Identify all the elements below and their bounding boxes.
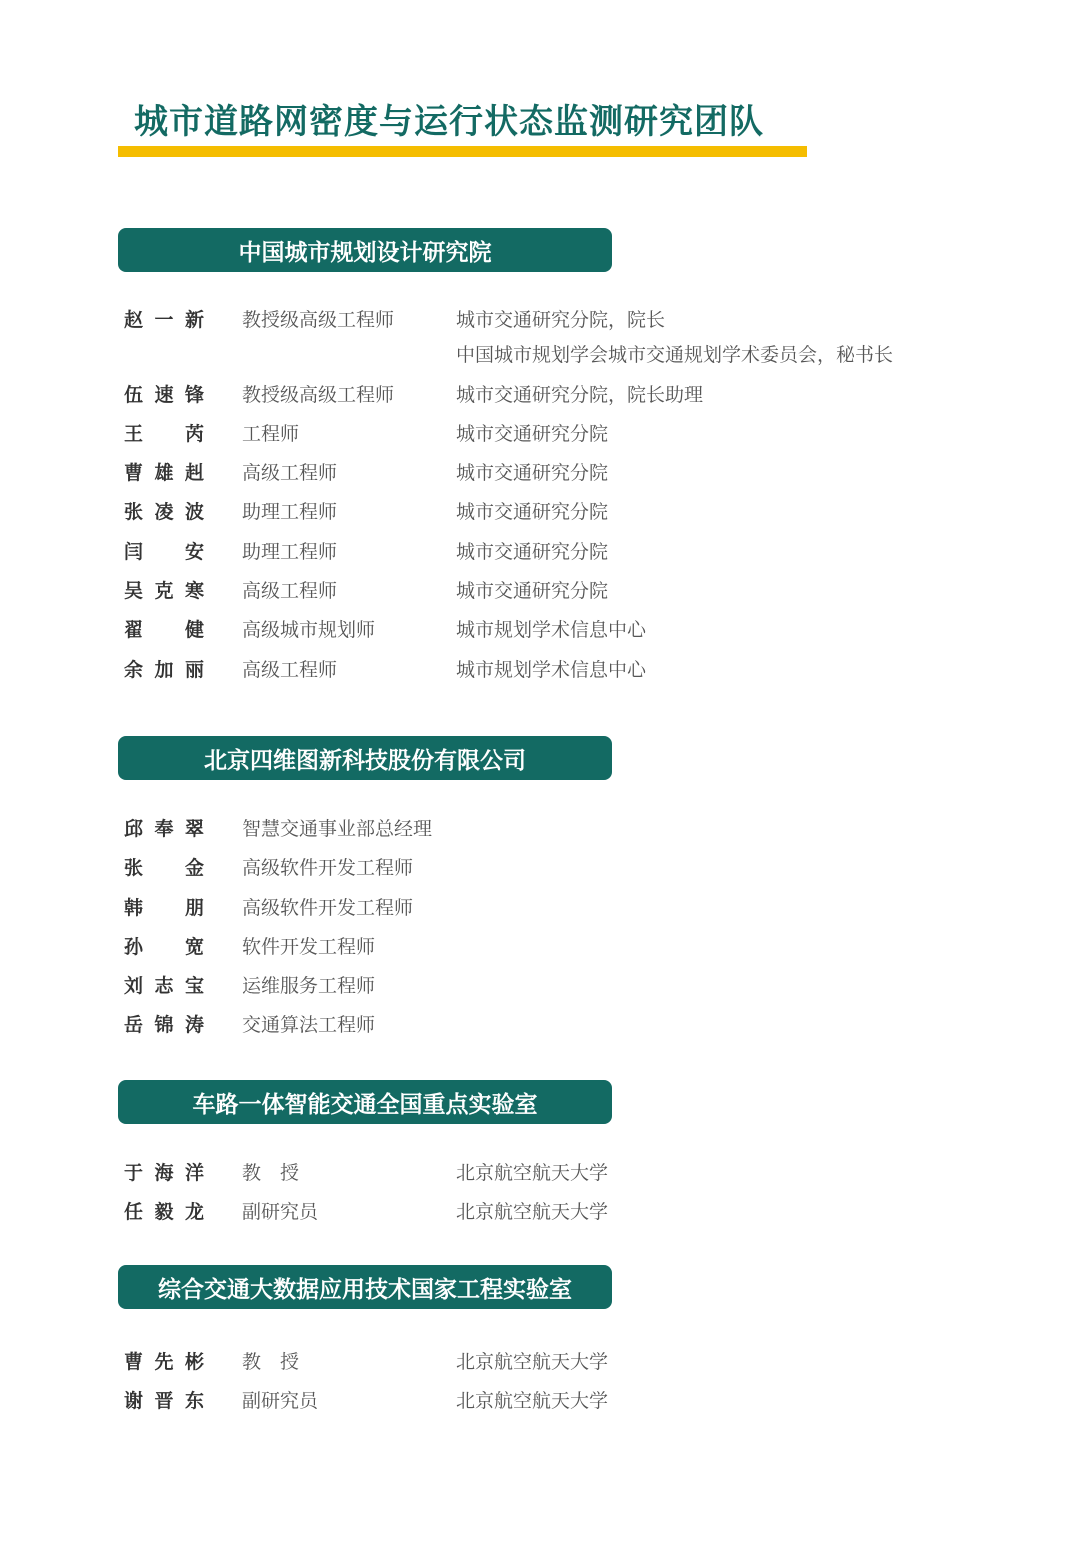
member-affiliation — [456, 572, 608, 611]
member-name-char: 安 — [184, 540, 204, 563]
member-row — [118, 493, 938, 532]
member-row — [118, 301, 938, 376]
member-name-char: 孙 — [124, 935, 144, 958]
member-name-char: 锦 — [154, 1014, 174, 1037]
affiliation-line: 北京航空航天大学 — [456, 1201, 609, 1224]
affiliation-line: 城市交通研究分院，院长助理 — [456, 383, 704, 406]
member-title: 运维服务工程师 — [242, 975, 376, 998]
member-name-char: 克 — [154, 580, 174, 603]
section-navinfo — [118, 736, 938, 1046]
member-name-char: 新 — [184, 309, 204, 331]
affiliation-line: 城市规划学术信息中心 — [456, 619, 647, 642]
member-name-char: 彬 — [184, 1351, 204, 1373]
affiliation-line: 城市交通研究分院 — [456, 462, 609, 485]
member-name-char: 波 — [184, 501, 204, 524]
member-affiliation — [456, 1382, 608, 1421]
member-name-char: 晋 — [154, 1390, 174, 1413]
member-name-char: 谢 — [124, 1390, 144, 1413]
member-row — [118, 928, 938, 967]
member-name-char: 王 — [124, 422, 144, 445]
member-name — [124, 928, 204, 967]
section-header: 中国城市规划设计研究院 — [118, 228, 612, 272]
section-transport-bigdata-lab — [118, 1265, 938, 1422]
section-header: 北京四维图新科技股份有限公司 — [118, 736, 612, 780]
member-name — [124, 533, 204, 572]
member-row — [118, 572, 938, 611]
member-name — [124, 1006, 204, 1045]
member-title: 教 授 — [242, 1351, 300, 1373]
affiliation-line: 城市交通研究分院 — [456, 580, 609, 603]
page-title: 城市道路网密度与运行状态监测研究团队 — [134, 102, 764, 142]
member-name — [124, 849, 204, 888]
member-list — [118, 1154, 938, 1233]
member-title: 教 授 — [242, 1162, 300, 1184]
member-name — [124, 1154, 204, 1193]
member-name-char: 毅 — [154, 1201, 174, 1224]
affiliation-line: 城市交通研究分院 — [456, 501, 609, 524]
member-title: 高级工程师 — [242, 580, 338, 603]
member-name-char: 寒 — [184, 580, 204, 603]
member-title: 副研究员 — [242, 1201, 319, 1224]
member-affiliation — [456, 301, 893, 376]
affiliation-line: 中国城市规划学会城市交通规划学术委员会，秘书长 — [456, 344, 894, 367]
member-title: 高级工程师 — [242, 658, 338, 681]
member-name — [124, 1382, 204, 1421]
member-name-char: 宽 — [184, 935, 204, 958]
member-name — [124, 967, 204, 1006]
member-name-char: 韩 — [124, 896, 144, 919]
member-name-char: 海 — [154, 1162, 174, 1184]
affiliation-line: 北京航空航天大学 — [456, 1390, 609, 1413]
member-name — [124, 454, 204, 493]
member-title: 副研究员 — [242, 1390, 319, 1413]
member-title: 高级工程师 — [242, 462, 338, 485]
member-title: 软件开发工程师 — [242, 935, 376, 958]
member-title: 教授级高级工程师 — [242, 383, 395, 406]
member-name-char: 东 — [184, 1390, 204, 1413]
member-title: 工程师 — [242, 422, 300, 445]
affiliation-line: 北京航空航天大学 — [456, 1351, 609, 1373]
member-name-char: 龙 — [184, 1201, 204, 1224]
member-name-char: 吴 — [124, 580, 144, 603]
member-name-char: 伍 — [124, 383, 144, 406]
member-name-char: 岳 — [124, 1014, 144, 1037]
affiliation-line: 城市交通研究分院，院长 — [456, 309, 666, 331]
member-title: 交通算法工程师 — [242, 1014, 376, 1037]
member-affiliation — [456, 376, 703, 415]
member-row — [118, 1343, 938, 1382]
section-vehicle-road-lab — [118, 1080, 938, 1233]
member-row — [118, 967, 938, 1006]
member-title: 高级软件开发工程师 — [242, 896, 414, 919]
member-list — [118, 301, 938, 690]
member-name-char: 加 — [154, 658, 174, 681]
section-caupd — [118, 228, 938, 690]
member-name-char: 先 — [154, 1351, 174, 1373]
member-name-char: 张 — [124, 857, 144, 880]
member-row — [118, 849, 938, 888]
member-affiliation — [456, 493, 608, 532]
member-name-char: 洋 — [184, 1162, 204, 1184]
member-name — [124, 493, 204, 532]
member-row — [118, 611, 938, 650]
member-name-char: 于 — [124, 1162, 144, 1184]
member-name-char: 赳 — [184, 462, 204, 485]
member-row — [118, 415, 938, 454]
member-row — [118, 1193, 938, 1232]
member-name-char: 速 — [154, 383, 174, 406]
member-name-char: 锋 — [184, 383, 204, 406]
affiliation-line: 城市规划学术信息中心 — [456, 658, 647, 681]
member-affiliation — [456, 533, 608, 572]
member-name — [124, 810, 204, 849]
affiliation-line: 城市交通研究分院 — [456, 422, 609, 445]
member-name-char: 雄 — [154, 462, 174, 485]
member-name-char: 丽 — [184, 658, 204, 681]
member-title: 高级城市规划师 — [242, 619, 376, 642]
member-name-char: 张 — [124, 501, 144, 524]
member-name-char: 翠 — [184, 818, 204, 840]
member-name — [124, 301, 204, 340]
member-name — [124, 651, 204, 690]
section-header: 综合交通大数据应用技术国家工程实验室 — [118, 1265, 612, 1309]
member-name-char: 任 — [124, 1201, 144, 1224]
member-name-char: 刘 — [124, 975, 144, 998]
member-name-char: 奉 — [154, 818, 174, 840]
member-name — [124, 415, 204, 454]
member-name-char: 金 — [184, 857, 204, 880]
title-underline — [118, 146, 807, 157]
member-name — [124, 889, 204, 928]
member-name-char: 翟 — [124, 619, 144, 642]
affiliation-line: 北京航空航天大学 — [456, 1162, 609, 1184]
member-row — [118, 889, 938, 928]
section-header: 车路一体智能交通全国重点实验室 — [118, 1080, 612, 1124]
member-name-char: 芮 — [184, 422, 204, 445]
member-row — [118, 454, 938, 493]
member-row — [118, 651, 938, 690]
member-name-char: 闫 — [124, 540, 144, 563]
member-row — [118, 1154, 938, 1193]
member-name — [124, 376, 204, 415]
member-affiliation — [456, 611, 646, 650]
member-title: 助理工程师 — [242, 501, 338, 524]
member-name-char: 余 — [124, 658, 144, 681]
affiliation-line: 城市交通研究分院 — [456, 540, 609, 563]
member-row — [118, 533, 938, 572]
member-row — [118, 1006, 938, 1045]
member-name — [124, 1343, 204, 1382]
member-name — [124, 572, 204, 611]
member-title: 高级软件开发工程师 — [242, 857, 414, 880]
member-name — [124, 1193, 204, 1232]
member-name-char: 凌 — [154, 501, 174, 524]
member-title: 教授级高级工程师 — [242, 309, 395, 331]
member-affiliation — [456, 454, 608, 493]
member-name-char: 志 — [154, 975, 174, 998]
member-affiliation — [456, 1193, 608, 1232]
member-name-char: 宝 — [184, 975, 204, 998]
member-list — [118, 1343, 938, 1422]
member-affiliation — [456, 651, 646, 690]
member-name-char: 曹 — [124, 1351, 144, 1373]
member-title: 助理工程师 — [242, 540, 338, 563]
member-name-char: 曹 — [124, 462, 144, 485]
member-list — [118, 810, 938, 1046]
member-name-char: 涛 — [184, 1014, 204, 1037]
member-name-char: 一 — [154, 309, 174, 331]
member-row — [118, 1382, 938, 1421]
member-row — [118, 810, 938, 849]
member-affiliation — [456, 415, 608, 454]
member-name-char: 邱 — [124, 818, 144, 840]
member-name-char: 朋 — [184, 896, 204, 919]
member-affiliation — [456, 1154, 608, 1193]
member-title: 智慧交通事业部总经理 — [242, 818, 433, 840]
member-affiliation — [456, 1343, 608, 1382]
member-name-char: 健 — [184, 619, 204, 642]
member-row — [118, 376, 938, 415]
member-name-char: 赵 — [124, 309, 144, 331]
member-name — [124, 611, 204, 650]
